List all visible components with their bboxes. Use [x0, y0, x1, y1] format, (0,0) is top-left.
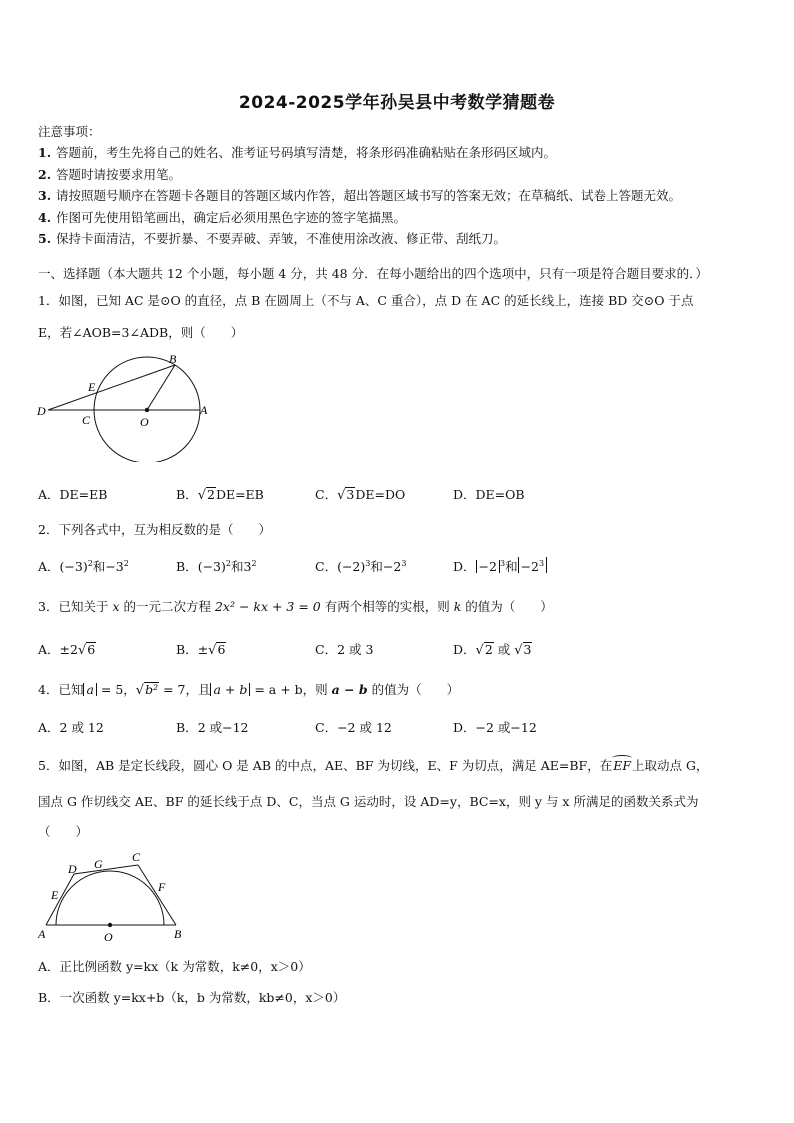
exponent: 2 — [87, 558, 93, 568]
exponent: 3 — [539, 559, 545, 568]
exponent: 3 — [365, 558, 371, 568]
semicircle — [56, 871, 164, 925]
option-text: DE=EB — [59, 487, 108, 502]
note-number: 5. — [38, 231, 52, 246]
label-a: A — [38, 927, 46, 941]
radicand: 2 — [484, 642, 493, 657]
line-dc — [74, 865, 138, 874]
exponent: 2 — [251, 558, 257, 568]
option-d[interactable] — [453, 640, 532, 658]
expr: ± — [197, 642, 209, 657]
expr: ±2 — [59, 642, 78, 657]
option-label: D． — [453, 559, 476, 575]
q5-figure — [34, 848, 186, 944]
q2-stem: 2．下列各式中，互为相反数的是（ ） — [38, 522, 271, 537]
line-db — [48, 365, 175, 410]
list-item — [38, 228, 681, 250]
text: 上取动点 G， — [632, 758, 709, 773]
expr: 3 — [243, 559, 252, 574]
option-text: DE=DO — [355, 487, 406, 502]
option-label: C． — [315, 720, 338, 735]
option-b[interactable] — [176, 485, 264, 503]
list-item — [38, 207, 681, 229]
conj: 或 — [493, 642, 515, 657]
option-label: C． — [315, 642, 338, 657]
q1-stem-line1: 1．如图，已知 AC 是⊙O 的直径，点 B 在圆周上（不与 A、C 重合），点 D 在 AC 的延长线上，连接 BD 交⊙O 于点 — [38, 293, 694, 308]
note-text: 答题时请按要求用笔。 — [56, 166, 182, 182]
text: 4．已知 — [38, 682, 84, 697]
sqrt-symbol: √ — [77, 643, 87, 658]
expr: −3 — [105, 559, 124, 574]
label-o: O — [140, 415, 149, 429]
option-b[interactable] — [176, 640, 226, 658]
option-c[interactable] — [315, 640, 373, 658]
option-label: D． — [453, 487, 476, 502]
label-e: E — [88, 380, 96, 394]
option-label: A． — [38, 487, 60, 502]
option-label: B． — [176, 720, 198, 735]
note-text: 请按照题号顺序在答题卡各题目的答题区域内作答，超出答题区域书写的答案无效；在草稿纸、试卷上答题无效。 — [56, 188, 682, 203]
notes-list — [38, 142, 681, 250]
option-b[interactable] — [176, 557, 257, 575]
sqrt-symbol: √ — [197, 488, 206, 503]
text: 3．已知关于 — [38, 599, 113, 614]
conj: 和 — [505, 559, 518, 575]
label-e: E — [51, 888, 59, 902]
option-label: D． — [453, 720, 476, 735]
list-item — [38, 185, 681, 207]
text: 有两个相等的实根，则 — [320, 599, 454, 614]
option-label: C． — [315, 487, 338, 502]
exponent: 3 — [401, 558, 407, 568]
label-a: A — [200, 403, 208, 417]
label-g: G — [94, 857, 103, 871]
note-number: 2. — [38, 166, 52, 182]
option-a[interactable] — [38, 485, 107, 503]
radicand: b² — [145, 682, 159, 697]
option-c[interactable] — [315, 485, 405, 503]
exponent: 3 — [499, 559, 506, 568]
expr: a − b — [331, 682, 368, 697]
sqrt-symbol: √ — [514, 643, 523, 658]
text: 的值为（ ） — [461, 599, 553, 614]
q4-stem — [38, 680, 459, 698]
text: 的一元二次方程 — [119, 599, 215, 614]
text: = 5， — [96, 682, 136, 697]
option-label: B． — [176, 559, 198, 574]
text: 5．如图，AB 是定长线段，圆心 O 是 AB 的中点，AE、BF 为切线，E、F 为切点，满足 AE=BF，在 — [38, 758, 613, 773]
q5-stem-line1 — [38, 756, 709, 774]
q5-option-b[interactable]: B．一次函数 y=kx+b（k，b 为常数，kb≠0，x＞0） — [38, 990, 346, 1005]
line-ob — [147, 365, 175, 410]
radicand: 3 — [346, 487, 355, 502]
q1-figure — [36, 350, 212, 462]
label-d: D — [68, 862, 77, 876]
line-bc — [138, 865, 176, 925]
text: 的值为（ ） — [367, 682, 460, 697]
page-title: 2024-2025学年孙吴县中考数学猜题卷 — [238, 93, 556, 113]
list-item — [38, 164, 681, 186]
note-number: 3. — [38, 188, 52, 203]
expr: (−3) — [59, 559, 88, 574]
note-text: 作图可先使用铅笔画出，确定后必须用黑色字迹的签字笔描黑。 — [56, 209, 407, 225]
option-text: −2 或−12 — [475, 720, 537, 735]
exponent: 2 — [123, 558, 129, 568]
radicand: 3 — [523, 642, 532, 657]
option-text: DE=OB — [475, 487, 525, 502]
arc-ef — [612, 758, 632, 773]
sqrt-symbol: √ — [135, 683, 145, 698]
option-text: 2 或 12 — [59, 720, 104, 735]
center-dot — [145, 408, 149, 412]
note-text: 保持卡面清洁，不要折暴、不要弄破、弄皱，不准使用涂改液、修正带、刮纸刀。 — [56, 231, 507, 246]
conj: 和 — [92, 559, 106, 574]
expr: −2 — [382, 559, 402, 574]
option-label: A． — [38, 642, 60, 657]
sqrt-symbol: √ — [475, 643, 484, 658]
option-label: B． — [176, 487, 198, 502]
abs-expr: a + b — [210, 683, 250, 696]
section-heading: 一、选择题（本大题共 12 个小题，每小题 4 分，共 48 分．在每小题给出的四个选项中，只有一项是符合题目要求的．） — [38, 266, 708, 281]
expr: (−3) — [197, 559, 226, 574]
option-text: DE=EB — [215, 487, 264, 502]
option-text: 2 或−12 — [197, 720, 249, 735]
label-b: B — [174, 927, 182, 941]
q5-option-a[interactable]: A．正比例函数 y=kx（k 为常数，k≠0，x＞0） — [38, 959, 311, 974]
label-c: C — [82, 413, 91, 427]
text: = a + b，则 — [250, 682, 332, 697]
center-dot — [108, 923, 112, 927]
var-k: k — [453, 599, 462, 614]
label-d: D — [37, 404, 46, 418]
option-text: 2 或 3 — [337, 642, 374, 657]
expr: −2 — [478, 559, 497, 575]
option-label: A． — [38, 559, 60, 574]
label-b: B — [169, 352, 177, 366]
radicand: 6 — [217, 642, 226, 657]
list-item — [38, 142, 681, 164]
radicand: 6 — [87, 642, 96, 657]
option-a[interactable] — [38, 557, 129, 575]
option-d[interactable] — [453, 557, 547, 575]
var-x: x — [112, 599, 120, 614]
option-text: −2 或 12 — [337, 720, 392, 735]
abs-expr — [476, 560, 500, 573]
note-number: 4. — [38, 209, 52, 225]
label-c: C — [132, 850, 141, 864]
abs-expr — [518, 557, 548, 573]
option-a[interactable] — [38, 640, 96, 658]
q5-stem-line3: （ ） — [38, 824, 89, 839]
sqrt-symbol: √ — [337, 488, 346, 503]
option-label: C． — [315, 559, 338, 574]
option-label: D． — [453, 642, 476, 657]
option-d[interactable] — [453, 485, 525, 503]
q1-stem-line2: E，若∠AOB=3∠ADB，则（ ） — [38, 325, 244, 340]
equation: 2x² − kx + 3 = 0 — [214, 599, 321, 614]
q5-stem-line2: 国点 G 作切线交 AE、BF 的延长线于点 D、C，当点 G 运动时，设 AD=y，BC=x，则 y 与 x 所满足的函数关系式为 — [38, 794, 699, 809]
arc-label: EF — [613, 758, 632, 773]
sqrt-symbol: √ — [208, 643, 217, 658]
note-number: 1. — [38, 145, 52, 160]
option-b[interactable] — [176, 718, 249, 736]
option-label: B． — [176, 642, 198, 657]
note-text: 答题前，考生先将自己的姓名、准考证号码填写清楚，将条形码准确粘贴在条形码区域内。 — [56, 145, 557, 160]
option-c[interactable] — [315, 557, 406, 575]
expr: (−2) — [337, 559, 366, 574]
notes-heading: 注意事项： — [38, 124, 101, 139]
radicand: 2 — [206, 487, 215, 502]
exponent: 2 — [225, 558, 231, 568]
option-c[interactable] — [315, 718, 392, 736]
conj: 和 — [370, 559, 383, 574]
label-f: F — [158, 880, 166, 894]
conj: 和 — [230, 559, 244, 574]
expr: −2 — [520, 559, 540, 575]
q3-stem — [38, 597, 553, 615]
text: = 7，且 — [159, 682, 211, 697]
option-label: A． — [38, 720, 60, 735]
abs-expr: a — [83, 683, 96, 696]
label-o: O — [104, 930, 113, 944]
option-d[interactable] — [453, 718, 537, 736]
option-a[interactable] — [38, 718, 104, 736]
